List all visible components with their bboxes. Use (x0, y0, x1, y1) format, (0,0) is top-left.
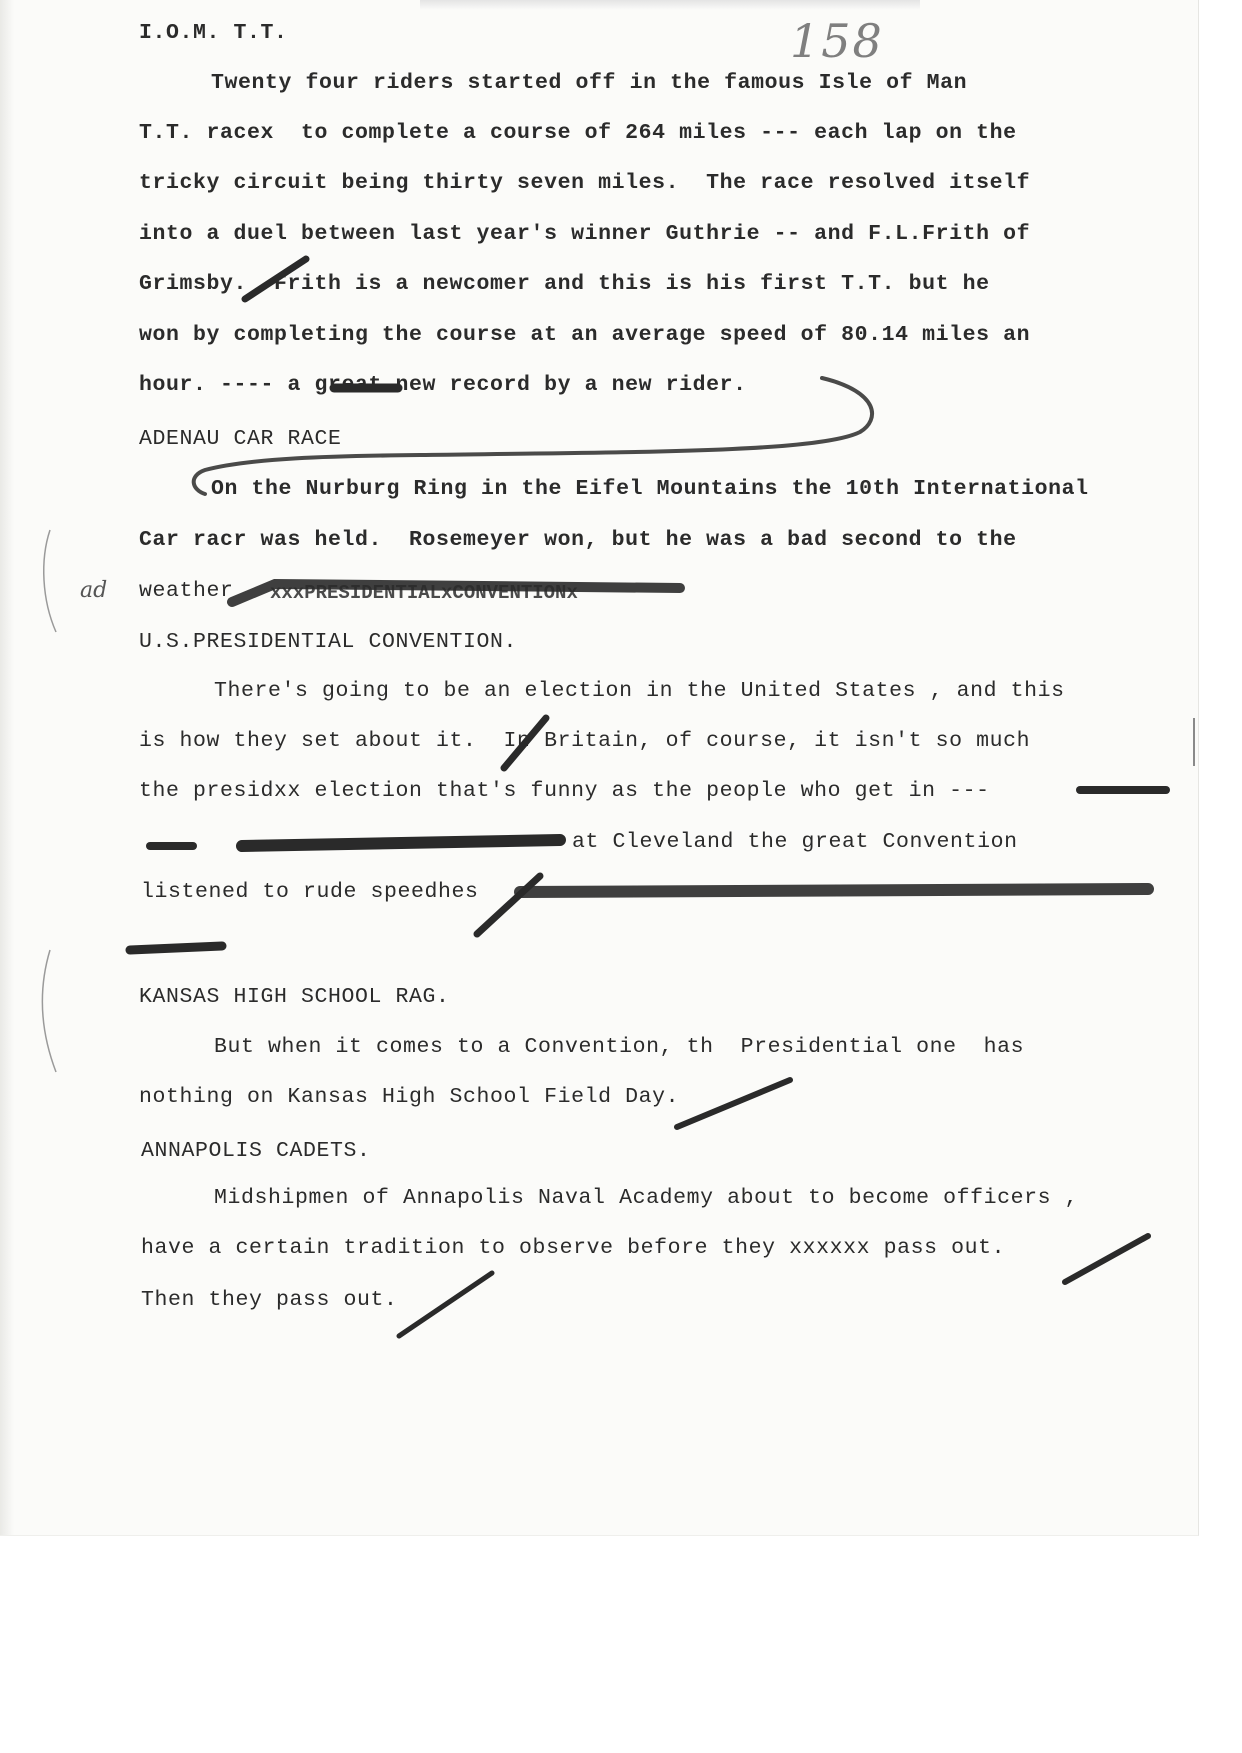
handwritten-page-number: 158 (790, 14, 884, 68)
adenau-paragraph-line-3: weather (139, 579, 234, 603)
scan-edge-mark (1193, 718, 1195, 766)
iom-paragraph-line-4: into a duel between last year's winner Guthrie -- and F.L.Frith of (139, 222, 1031, 246)
heading-iom-tt: I.O.M. T.T. (139, 21, 288, 45)
kansas-paragraph-line-2: nothing on Kansas High School Field Day. (139, 1085, 680, 1109)
heading-annapolis-cadets: ANNAPOLIS CADETS. (141, 1139, 371, 1163)
handwritten-margin-note: ad (80, 578, 108, 603)
iom-paragraph-line-3: tricky circuit being thirty seven miles. The race resolved itself (139, 171, 1031, 195)
annapolis-paragraph-line-2: have a certain tradition to observe before they xxxxxx pass out. (141, 1236, 1006, 1260)
annapolis-paragraph-line-3: Then they pass out. (141, 1288, 398, 1312)
scan-shadow (420, 0, 920, 10)
iom-paragraph-line-2: T.T. racex to complete a course of 264 miles --- each lap on the (139, 121, 1017, 145)
heading-adenau-car-race: ADENAU CAR RACE (139, 427, 342, 451)
convention-paragraph-line-1: There's going to be an election in the United States , and this (214, 679, 1065, 703)
iom-paragraph-line-6: won by completing the course at an average speed of 80.14 miles an (139, 323, 1031, 347)
annapolis-paragraph-line-1: Midshipmen of Annapolis Naval Academy about to become officers , (214, 1186, 1079, 1210)
adenau-paragraph-line-1: On the Nurburg Ring in the Eifel Mountains the 10th International (211, 477, 1089, 501)
convention-paragraph-line-2: is how they set about it. In Britain, of course, it isn't so much (139, 729, 1031, 753)
iom-paragraph-line-5: Grimsby. Frith is a newcomer and this is his first T.T. but he (139, 272, 990, 296)
heading-presidential-convention: U.S.PRESIDENTIAL CONVENTION. (139, 630, 518, 654)
heading-kansas-high-school-rag: KANSAS HIGH SCHOOL RAG. (139, 985, 450, 1009)
convention-paragraph-line-4: at Cleveland the great Convention (572, 830, 1018, 854)
iom-paragraph-line-7: hour. ---- a great new record by a new rider. (139, 373, 747, 397)
adenau-paragraph-line-2: Car racr was held. Rosemeyer won, but he was a bad second to the (139, 528, 1017, 552)
convention-paragraph-line-5: listened to rude speedhes (141, 880, 479, 904)
iom-paragraph-line-1: Twenty four riders started off in the famous Isle of Man (211, 71, 968, 95)
convention-paragraph-line-3: the presidxx election that's funny as the people who get in --- (139, 779, 990, 803)
kansas-paragraph-line-1: But when it comes to a Convention, th Presidential one has (214, 1035, 1025, 1059)
struck-out-typed-heading: xxxPRESIDENTIALxCONVENTIONx (270, 582, 578, 604)
